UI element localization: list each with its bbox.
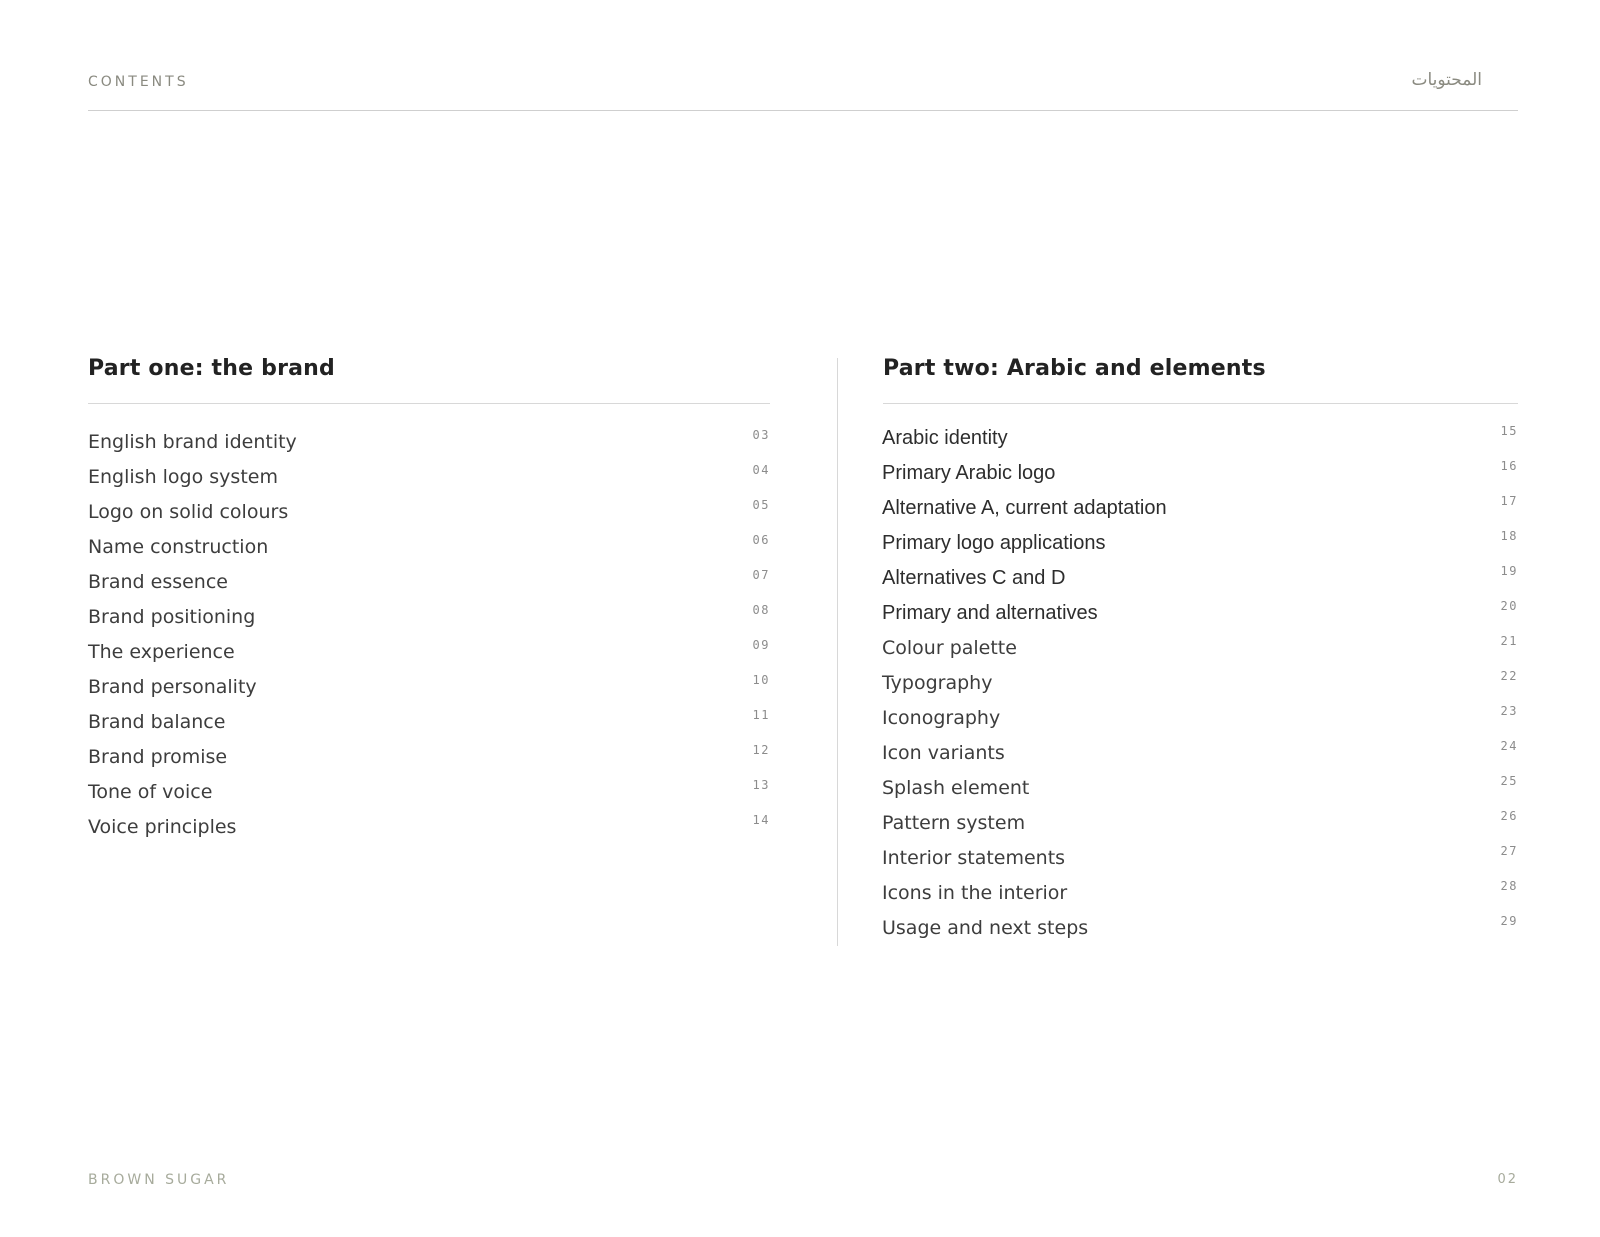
toc-item-label: Logo on solid colours <box>88 501 289 523</box>
toc-item[interactable] <box>88 740 770 775</box>
toc-item-label: Alternative A, current adaptation <box>882 497 1167 519</box>
part-one-divider <box>88 403 770 404</box>
toc-item-label: Name construction <box>88 536 269 558</box>
toc-item-page: 14 <box>752 813 770 827</box>
toc-item-page: 23 <box>1500 704 1518 718</box>
toc-item-page: 18 <box>1500 529 1518 543</box>
part-one-title: Part one: the brand <box>88 356 335 381</box>
toc-item[interactable] <box>882 771 1518 806</box>
toc-item[interactable] <box>88 565 770 600</box>
toc-item-page: 16 <box>1500 459 1518 473</box>
toc-item-page: 09 <box>752 638 770 652</box>
toc-item[interactable] <box>88 775 770 810</box>
toc-item[interactable] <box>88 425 770 460</box>
toc-item[interactable] <box>88 530 770 565</box>
toc-item-label: Voice principles <box>88 816 237 838</box>
toc-item[interactable] <box>882 736 1518 771</box>
toc-item[interactable] <box>88 810 770 845</box>
toc-item-label: Primary logo applications <box>882 532 1106 554</box>
toc-item-label: Primary Arabic logo <box>882 462 1056 484</box>
toc-item-page: 28 <box>1500 879 1518 893</box>
toc-item-label: Alternatives C and D <box>882 567 1066 589</box>
toc-item[interactable] <box>88 460 770 495</box>
toc-item-label: Brand positioning <box>88 606 256 628</box>
toc-item[interactable] <box>882 561 1518 596</box>
toc-item[interactable] <box>882 491 1518 526</box>
toc-item-label: English logo system <box>88 466 278 488</box>
toc-item-page: 06 <box>752 533 770 547</box>
toc-item-label: Interior statements <box>882 847 1066 869</box>
toc-item-page: 20 <box>1500 599 1518 613</box>
toc-item-label: Colour palette <box>882 637 1017 659</box>
toc-item[interactable] <box>882 631 1518 666</box>
part-two-divider <box>883 403 1518 404</box>
toc-item-page: 27 <box>1500 844 1518 858</box>
toc-item-page: 04 <box>752 463 770 477</box>
toc-item-page: 15 <box>1500 424 1518 438</box>
toc-item[interactable] <box>88 705 770 740</box>
header-arabic-contents-label: المحتويات <box>1411 70 1482 90</box>
toc-item[interactable] <box>882 701 1518 736</box>
part-two-list <box>882 421 1518 946</box>
toc-item-label: Tone of voice <box>88 781 213 803</box>
toc-item[interactable] <box>88 635 770 670</box>
toc-item-page: 17 <box>1500 494 1518 508</box>
toc-item-page: 07 <box>752 568 770 582</box>
toc-item-label: Icons in the interior <box>882 882 1068 904</box>
toc-item-label: Icon variants <box>882 742 1005 764</box>
toc-item-page: 11 <box>752 708 770 722</box>
toc-item-page: 24 <box>1500 739 1518 753</box>
toc-item-page: 03 <box>752 428 770 442</box>
toc-item-label: Iconography <box>882 707 1001 729</box>
toc-item-label: The experience <box>88 641 235 663</box>
toc-item-page: 22 <box>1500 669 1518 683</box>
toc-item-page: 12 <box>752 743 770 757</box>
toc-item-label: English brand identity <box>88 431 297 453</box>
toc-item[interactable] <box>882 841 1518 876</box>
footer-page-number: 02 <box>1497 1172 1518 1187</box>
column-divider <box>837 358 838 946</box>
toc-item[interactable] <box>882 876 1518 911</box>
toc-item-label: Typography <box>882 672 993 694</box>
toc-item-label: Usage and next steps <box>882 917 1089 939</box>
toc-item-page: 26 <box>1500 809 1518 823</box>
toc-item[interactable] <box>882 456 1518 491</box>
toc-item-page: 25 <box>1500 774 1518 788</box>
header-contents-label: CONTENTS <box>88 74 189 90</box>
toc-item-page: 19 <box>1500 564 1518 578</box>
toc-item-label: Primary and alternatives <box>882 602 1098 624</box>
toc-item-page: 08 <box>752 603 770 617</box>
toc-item-label: Brand personality <box>88 676 257 698</box>
header-divider <box>88 110 1518 111</box>
toc-item[interactable] <box>882 421 1518 456</box>
toc-item[interactable] <box>882 526 1518 561</box>
toc-item-label: Brand promise <box>88 746 228 768</box>
part-one-list <box>88 425 770 845</box>
toc-item[interactable] <box>882 806 1518 841</box>
toc-item[interactable] <box>88 670 770 705</box>
toc-item-label: Arabic identity <box>882 427 1008 449</box>
toc-item-label: Pattern system <box>882 812 1026 834</box>
toc-item[interactable] <box>882 596 1518 631</box>
toc-item-label: Brand essence <box>88 571 228 593</box>
toc-item[interactable] <box>88 495 770 530</box>
toc-item-label: Splash element <box>882 777 1030 799</box>
toc-item-page: 29 <box>1500 914 1518 928</box>
toc-item[interactable] <box>882 666 1518 701</box>
toc-item[interactable] <box>882 911 1518 946</box>
toc-item-page: 10 <box>752 673 770 687</box>
toc-item-page: 21 <box>1500 634 1518 648</box>
toc-item-page: 13 <box>752 778 770 792</box>
part-two-title: Part two: Arabic and elements <box>883 356 1266 381</box>
toc-item[interactable] <box>88 600 770 635</box>
footer-brand-name: BROWN SUGAR <box>88 1172 230 1188</box>
toc-item-page: 05 <box>752 498 770 512</box>
toc-item-label: Brand balance <box>88 711 226 733</box>
